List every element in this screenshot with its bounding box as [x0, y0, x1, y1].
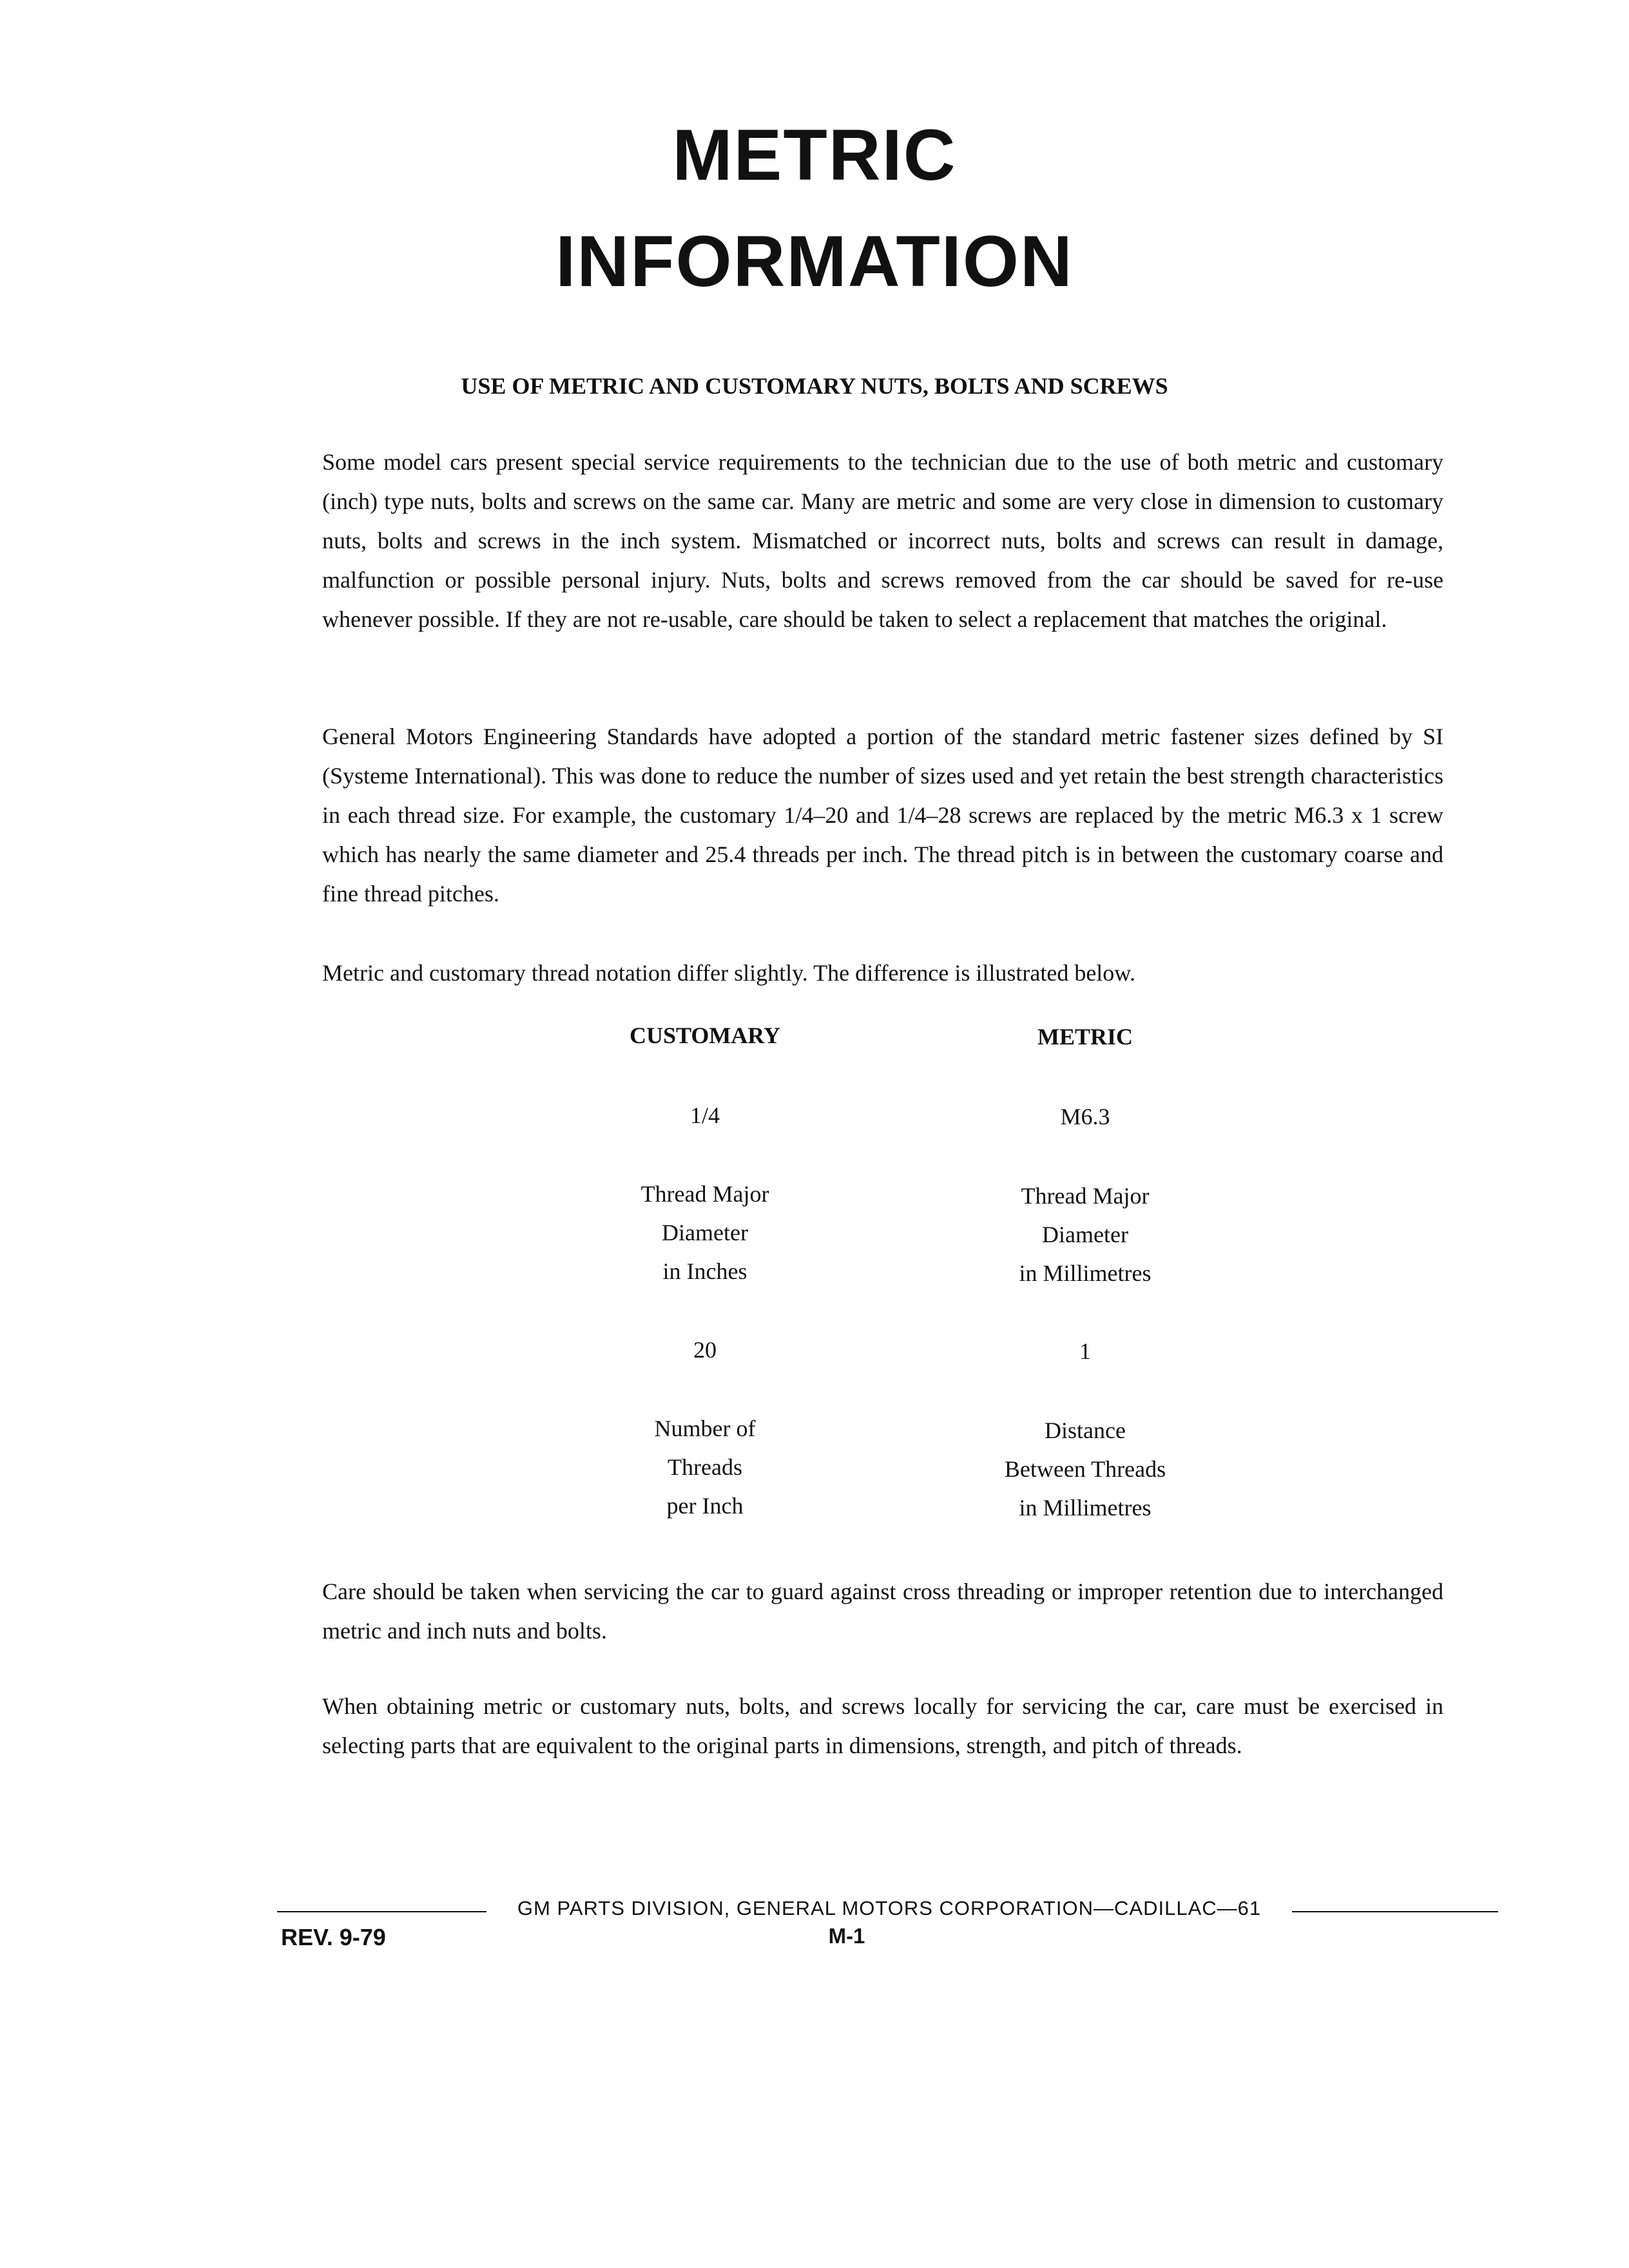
page-title-line1: METRIC [672, 115, 957, 195]
page-title-line2: INFORMATION [555, 221, 1074, 302]
paragraph-care: Care should be taken when servicing the car to guard against cross threading or improper retention due to interchanged metric and inch nuts and bolts. [322, 1579, 1443, 1644]
paragraph-intro: Some model cars present special service requirements to the technician due to the use of both metric and customary (inch) type nuts, bolts and screws on the same car. Many are metric and some are very close in dimension to customary nuts, bolts and screws in the inch system. Mismatched or incorrect nuts, bolts and screws can result in damage, malfunction or possible personal injury. Nuts, bolts and screws removed from the car should be saved for re-use whenever possible. If they are not re-usable, care should be taken to select a replacement that matches the original. [322, 449, 1443, 632]
customary-header: CUSTOMARY [629, 1023, 781, 1048]
metric-header: METRIC [1037, 1024, 1133, 1050]
metric-thread-desc-line: Between Threads [1004, 1456, 1166, 1482]
footer-rule-left [277, 1911, 487, 1912]
metric-diameter-value: M6.3 [1060, 1104, 1110, 1129]
customary-thread-desc-line: Number of [654, 1416, 756, 1441]
page-number: M-1 [828, 1924, 865, 1948]
customary-thread-description [570, 1409, 840, 1525]
customary-thread-desc-line: Threads [668, 1454, 742, 1480]
customary-diameter-desc-line: in Inches [662, 1258, 747, 1284]
footer-rule-right [1292, 1911, 1498, 1912]
section-heading: USE OF METRIC AND CUSTOMARY NUTS, BOLTS AND SCREWS [461, 373, 1168, 399]
customary-thread-value: 20 [693, 1337, 717, 1363]
metric-diameter-desc-line: Thread Major [1021, 1183, 1150, 1209]
paragraph-obtaining: When obtaining metric or customary nuts, bolts, and screws locally for servicing the car, care must be exercised in selecting parts that are equivalent to the original parts in dimensions, strength, and pitch of threads. [322, 1693, 1443, 1758]
metric-thread-value: 1 [1079, 1338, 1091, 1364]
customary-thread-desc-line: per Inch [666, 1493, 744, 1519]
customary-diameter-desc-line: Diameter [662, 1220, 748, 1245]
paragraph-notation: Metric and customary thread notation differ slightly. The difference is illustrated below. [322, 960, 1135, 986]
revision-label: REV. 9-79 [281, 1924, 386, 1950]
customary-diameter-value: 1/4 [689, 1102, 720, 1128]
customary-diameter-desc-line: Thread Major [641, 1181, 769, 1207]
footer-publisher: GM PARTS DIVISION, GENERAL MOTORS CORPORATION—CADILLAC—61 [517, 1897, 1262, 1919]
customary-diameter-description [570, 1175, 840, 1291]
metric-diameter-desc-line: Diameter [1042, 1222, 1128, 1247]
metric-diameter-description [950, 1177, 1220, 1293]
metric-diameter-desc-line: in Millimetres [1019, 1260, 1152, 1286]
metric-thread-desc-line: Distance [1045, 1418, 1126, 1443]
metric-thread-description [950, 1411, 1220, 1527]
metric-thread-desc-line: in Millimetres [1019, 1495, 1152, 1521]
paragraph-standards: General Motors Engineering Standards have adopted a portion of the standard metric fastener sizes defined by SI (Systeme International). This was done to reduce the number of sizes used and yet retain the best strength characteristics in each thread size. For example, the customary 1/4–20 and 1/4–28 screws are replaced by the metric M6.3 x 1 screw which has nearly the same diameter and 25.4 threads per inch. The thread pitch is in between the customary coarse and fine thread pitches. [322, 724, 1443, 907]
